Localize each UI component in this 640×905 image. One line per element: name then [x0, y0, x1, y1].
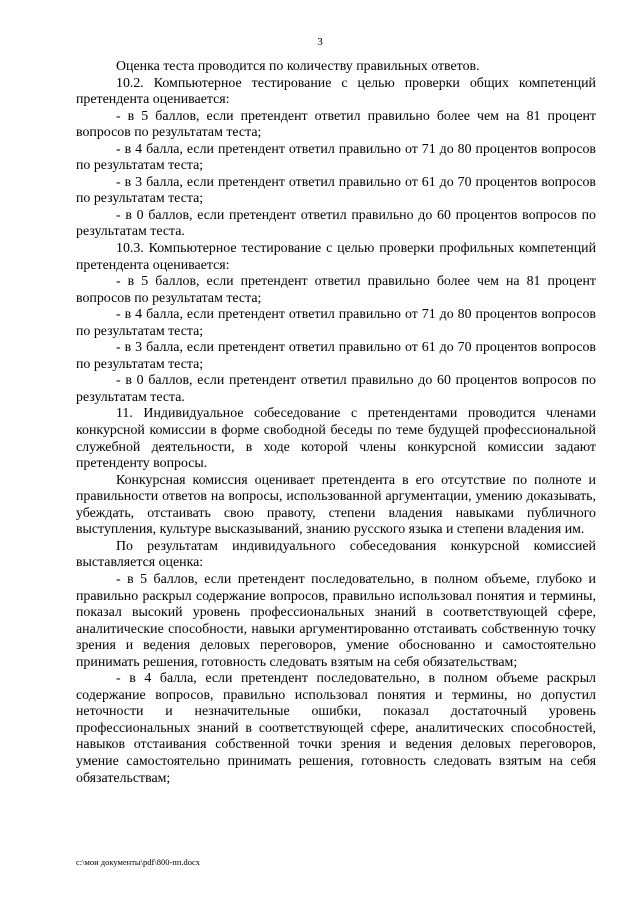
paragraph-10-2-score-0: - в 0 баллов, если претендент ответил правильно до 60 процентов вопросов по результатам теста.: [76, 207, 596, 240]
paragraph-interview-score-4: - в 4 балла, если претендент последовательно, в полном объеме раскрыл содержание вопросов, правильно использовал понятия и термины, но допустил неточности и незначительные ошибки, показал достаточный уровень профессиональных знаний в соответствующей сфере, аналитических способностей, навыков отстаивания собственной точки зрения и ведения деловых переговоров, умение самостоятельно принимать решения, готовность следовать взятым на себя обязательствам;: [76, 671, 596, 786]
paragraph-test-scoring: Оценка теста проводится по количеству правильных ответов.: [116, 59, 480, 74]
paragraph-10-3-score-0: - в 0 баллов, если претендент ответил правильно до 60 процентов вопросов по результатам теста.: [76, 373, 596, 405]
document-body: [76, 59, 596, 787]
paragraph-10-2: 10.2. Компьютерное тестирование с целью проверки общих компетенций претендента оценивается:: [76, 75, 596, 108]
paragraph-10-3-score-4: - в 4 балла, если претендент ответил правильно от 71 до 80 процентов вопросов по результатам теста;: [76, 307, 596, 339]
paragraph-10-2-score-4: - в 4 балла, если претендент ответил правильно от 71 до 80 процентов вопросов по результатам теста;: [76, 141, 596, 174]
paragraph-interview-results: По результатам индивидуального собеседования конкурсной комиссией выставляется оценка:: [76, 538, 596, 571]
paragraph-interview-score-5: - в 5 баллов, если претендент последовательно, в полном объеме, глубоко и правильно раскрыл содержание вопросов, правильно использовал понятия и термины, показал высокий уровень профессиональных знаний в соответствующей сфере, аналитические способности, навыки аргументированно отстаивать собственную точку зрения и ведения деловых переговоров, умение обоснованно и самостоятельно принимать решения, готовность следовать взятым на себя обязательствам;: [76, 571, 596, 670]
paragraph-10-3-score-3: - в 3 балла, если претендент ответил правильно от 61 до 70 процентов вопросов по результатам теста;: [76, 340, 596, 372]
footer-file-path: c:\мои документы\pdf\800-пп.docx: [76, 857, 201, 867]
paragraph-10-3-score-5: - в 5 баллов, если претендент ответил правильно более чем на 81 процент вопросов по результатам теста;: [76, 274, 596, 306]
paragraph-11: 11. Индивидуальное собеседование с претендентами проводится членами конкурсной комиссии в форме свободной беседы по теме будущей профессиональной служебной деятельности, в ходе которой члены конкурсной комиссии задают претенденту вопросы.: [76, 406, 596, 472]
page-number: 3: [317, 36, 323, 48]
paragraph-commission-evaluation: Конкурсная комиссия оценивает претендента в его отсутствие по полноте и правильности ответов на вопросы, использованной аргументации, умению доказывать, убеждать, отстаивать свою правоту, степени владения навыками публичного выступления, культуре высказываний, знанию русского языка и степени владения им.: [76, 472, 596, 538]
paragraph-10-2-score-3: - в 3 балла, если претендент ответил правильно от 61 до 70 процентов вопросов по результатам теста;: [76, 174, 596, 207]
paragraph-10-2-score-5: - в 5 баллов, если претендент ответил правильно более чем на 81 процент вопросов по результатам теста;: [76, 108, 596, 141]
paragraph-10-3: 10.3. Компьютерное тестирование с целью проверки профильных компетенций претендента оценивается:: [76, 241, 596, 273]
